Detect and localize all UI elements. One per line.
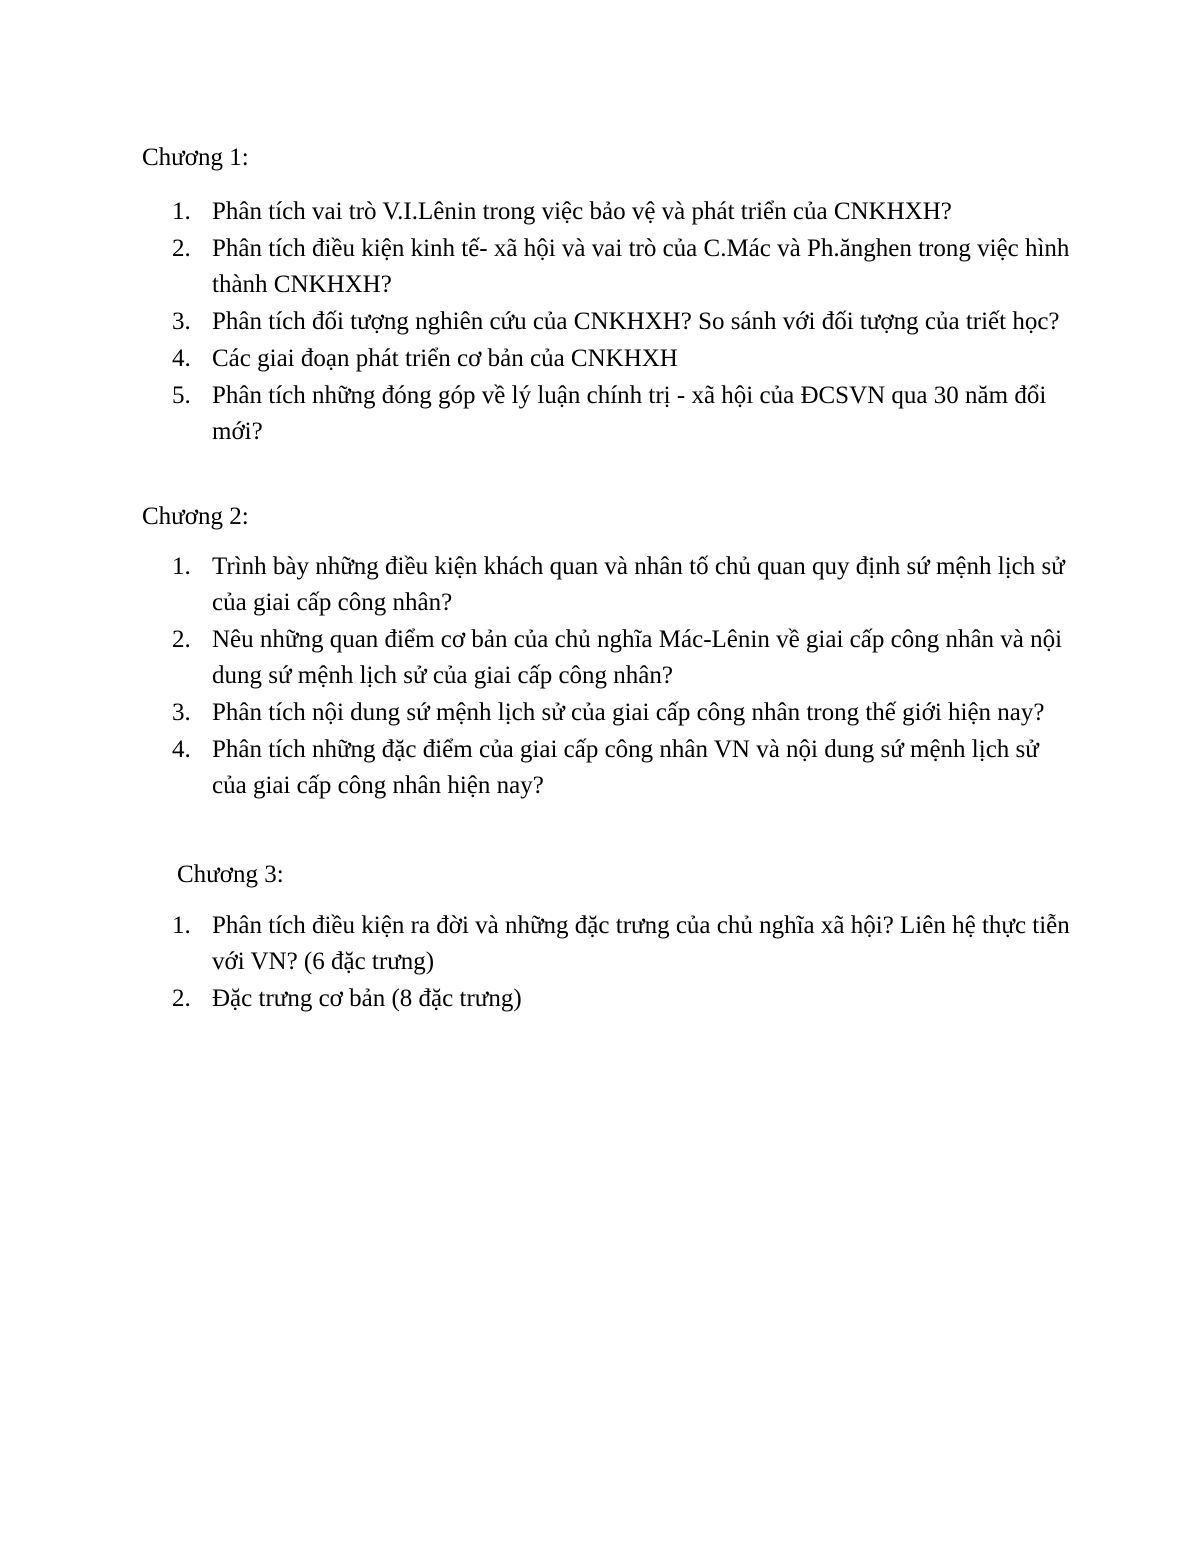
question-text: Đặc trưng cơ bản (8 đặc trưng) <box>212 985 522 1012</box>
chapter-heading: Chương 3: <box>177 861 284 888</box>
chapter-heading: Chương 2: <box>142 503 249 530</box>
question-number: 2. <box>172 626 191 653</box>
question-number: 2. <box>172 235 191 262</box>
question-text: Nêu những quan điểm cơ bản của chủ nghĩa Mác-Lênin về giai cấp công nhân và nội dung sứ mệnh lịch sử của giai cấp công nhân? <box>212 626 1063 689</box>
question-text: Phân tích điều kiện kinh tế- xã hội và vai trò của C.Mác và Ph.ănghen trong việc hình thành CNKHXH? <box>212 235 1070 298</box>
question-text: Các giai đoạn phát triển cơ bản của CNKHXH <box>212 345 678 372</box>
question-item <box>172 695 1072 731</box>
question-item <box>172 194 1072 230</box>
question-item <box>172 908 1072 980</box>
question-list <box>172 194 1072 450</box>
question-text: Phân tích vai trò V.I.Lênin trong việc bảo vệ và phát triển của CNKHXH? <box>212 198 952 225</box>
question-number: 5. <box>172 382 191 409</box>
question-number: 1. <box>172 553 191 580</box>
question-text: Phân tích điều kiện ra đời và những đặc trưng của chủ nghĩa xã hội? Liên hệ thực tiễn với VN? (6 đặc trưng) <box>212 912 1070 975</box>
question-item <box>172 981 1072 1017</box>
question-number: 4. <box>172 736 191 763</box>
question-item <box>172 231 1072 303</box>
question-item <box>172 622 1072 694</box>
question-number: 3. <box>172 699 191 726</box>
question-number: 1. <box>172 912 191 939</box>
question-item <box>172 378 1072 450</box>
question-text: Phân tích đối tượng nghiên cứu của CNKHXH? So sánh với đối tượng của triết học? <box>212 308 1060 335</box>
question-item <box>172 549 1072 621</box>
question-text: Trình bày những điều kiện khách quan và nhân tố chủ quan quy định sứ mệnh lịch sử của giai cấp công nhân? <box>212 553 1065 616</box>
question-list <box>172 549 1072 804</box>
question-number: 1. <box>172 198 191 225</box>
question-number: 4. <box>172 345 191 372</box>
question-item <box>172 304 1072 340</box>
question-list <box>172 908 1072 1017</box>
question-item <box>172 341 1072 377</box>
question-text: Phân tích nội dung sứ mệnh lịch sử của giai cấp công nhân trong thế giới hiện nay? <box>212 699 1045 726</box>
question-text: Phân tích những đóng góp về lý luận chính trị - xã hội của ĐCSVN qua 30 năm đổi mới? <box>212 382 1047 445</box>
question-item <box>172 732 1072 804</box>
chapter-heading: Chương 1: <box>142 144 249 171</box>
question-text: Phân tích những đặc điểm của giai cấp công nhân VN và nội dung sứ mệnh lịch sử của giai cấp công nhân hiện nay? <box>212 736 1039 799</box>
question-number: 2. <box>172 985 191 1012</box>
question-number: 3. <box>172 308 191 335</box>
